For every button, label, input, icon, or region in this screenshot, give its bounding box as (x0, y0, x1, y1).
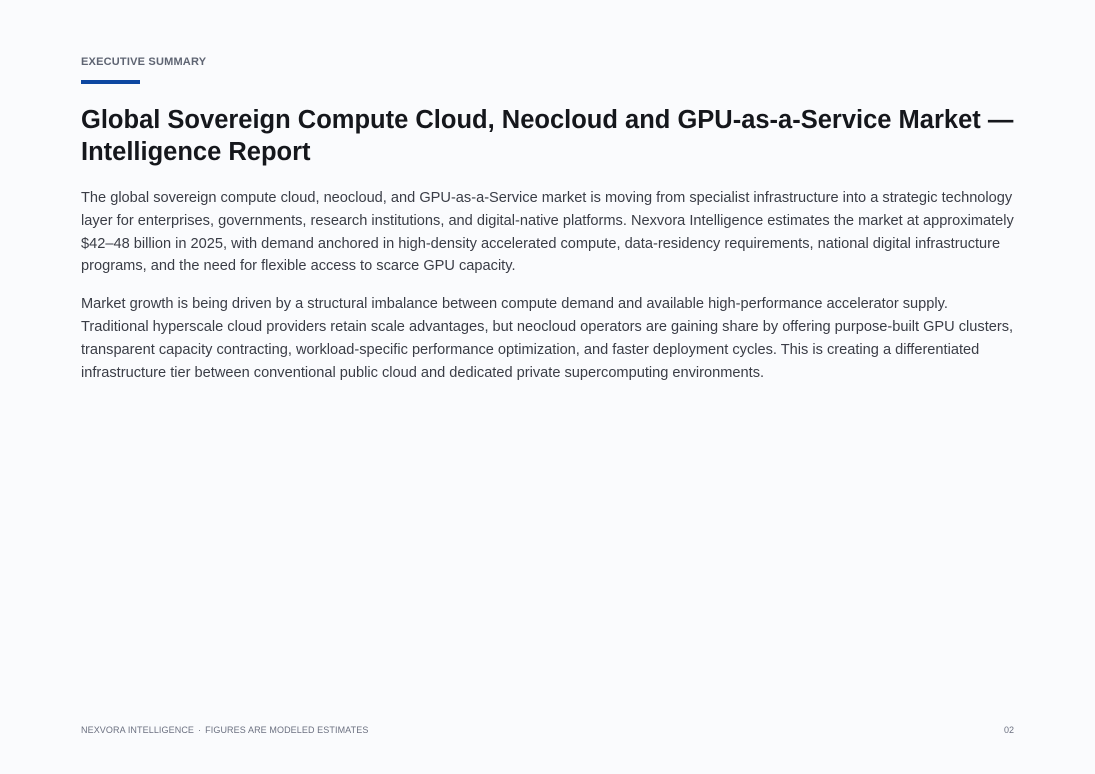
summary-paragraph: The global sovereign compute cloud, neocloud, and GPU-as-a-Service market is moving from specialist infrastructure into a strategic technology layer for enterprises, governments, research institutions, and digital-native platforms. Nexvora Intelligence estimates the market at approximately $42–48 billion in 2025, with demand anchored in high-density accelerated compute, data-residency requirements, national digital infrastructure programs, and the need for flexible access to scarce GPU capacity. (81, 190, 1014, 275)
footer-separator: · (198, 725, 202, 735)
summary-paragraph: Market growth is being driven by a structural imbalance between compute demand and available high-performance accelerator supply. Traditional hyperscale cloud providers retain scale advantages, but neocloud operators are gaining share by offering purpose-built GPU clusters, transparent capacity contracting, workload-specific performance optimization, and faster deployment cycles. This is creating a differentiated infrastructure tier between conventional public cloud and dedicated private supercomputing environments. (81, 296, 1014, 381)
footer-note: FIGURES ARE MODELED ESTIMATES (205, 725, 369, 735)
section-eyebrow: EXECUTIVE SUMMARY (81, 56, 207, 68)
report-page (81, 0, 1014, 774)
footer-source (81, 725, 368, 735)
summary-body (81, 187, 1016, 399)
page-number: 02 (1003, 725, 1014, 735)
page-title: Global Sovereign Compute Cloud, Neocloud and GPU-as-a-Service Market — Intelligence Report (81, 106, 1014, 166)
footer-brand: NEXVORA INTELLIGENCE (81, 725, 195, 735)
accent-bar (81, 80, 140, 84)
